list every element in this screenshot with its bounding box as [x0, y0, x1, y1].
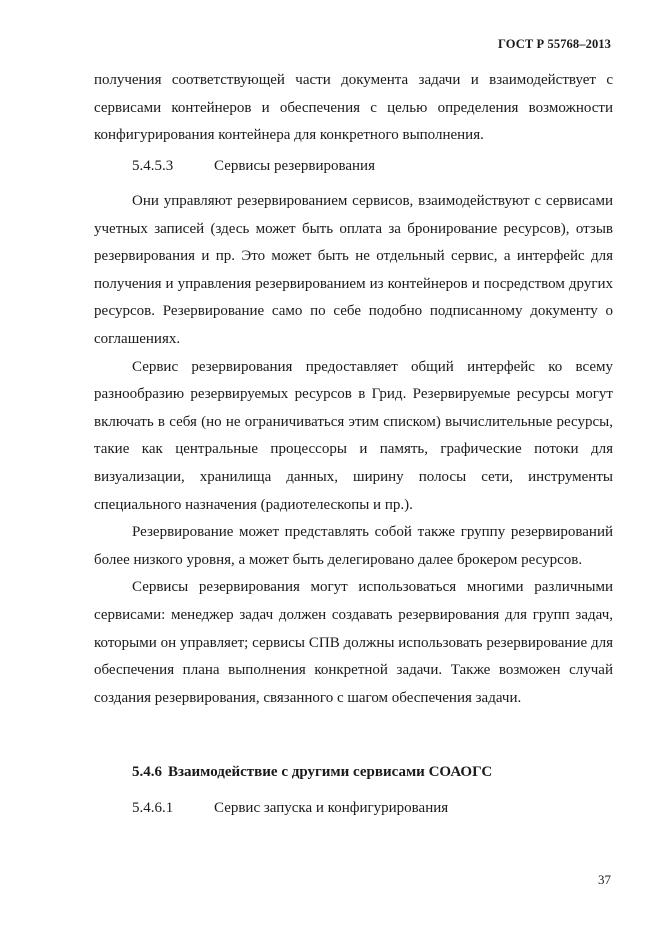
- paragraph-reservation-services: Они управляют резервированием сервисов, взаимодействуют с сервисами учетных записей (здесь может быть оплата за бронирование ресурсов), отзыв резервирования и пр. Это может быть не отдельный сервис, а интерфейс для получения и управления резервированием из контейнеров и посредством других ресурсов. Резервирование само по себе подобно подписанному документу о соглашениях.: [94, 193, 613, 347]
- section-title: Сервисы резервирования: [214, 158, 375, 174]
- section-heading-5-4-5-3: [132, 158, 375, 175]
- document-code-header: ГОСТ Р 55768–2013: [498, 37, 611, 51]
- section-heading-5-4-6-1: [132, 800, 448, 817]
- section-title: Взаимодействие с другими сервисами СОАОГС: [168, 764, 493, 780]
- section-number: 5.4.6.1: [132, 800, 174, 816]
- section-heading-5-4-6: [132, 764, 492, 781]
- section-number: 5.4.6: [132, 764, 162, 780]
- page-number: 37: [598, 872, 611, 887]
- continued-paragraph-block: [94, 67, 613, 150]
- main-text-block: [94, 188, 613, 712]
- section-number: 5.4.5.3: [132, 158, 174, 174]
- paragraph-reservation-usage: Сервисы резервирования могут использоваться многими различными сервисами: менеджер задач должен создавать резервирования для групп задач, которыми он управляет; сервисы СПВ должны использовать резервирование для обеспечения плана выполнения конкретной задачи. Также возможен случай создания резервирования, связанного с шагом обеспечения задачи.: [94, 579, 613, 706]
- section-title: Сервис запуска и конфигурирования: [214, 800, 449, 816]
- paragraph-reservation-interface: Сервис резервирования предоставляет общий интерфейс ко всему разнообразию резервируемых ресурсов в Грид. Резервируемые ресурсы могут включать в себя (но не ограничиваться этим списком) вычислительные ресурсы, такие как центральные процессоры и память, графические потоки для визуализации, хранилища данных, ширину полосы сети, инструменты специального назначения (радиотелескопы и пр.).: [94, 358, 613, 513]
- paragraph-continuation: получения соответствующей части документа задачи и взаимодействует с сервисами контейнеров и обеспечения с целью определения возможности конфигурирования контейнера для конкретного выполнения.: [94, 72, 613, 144]
- paragraph-reservation-group: Резервирование может представлять собой также группу резервирований более низкого уровня, а может быть делегировано далее брокером ресурсов.: [94, 524, 613, 568]
